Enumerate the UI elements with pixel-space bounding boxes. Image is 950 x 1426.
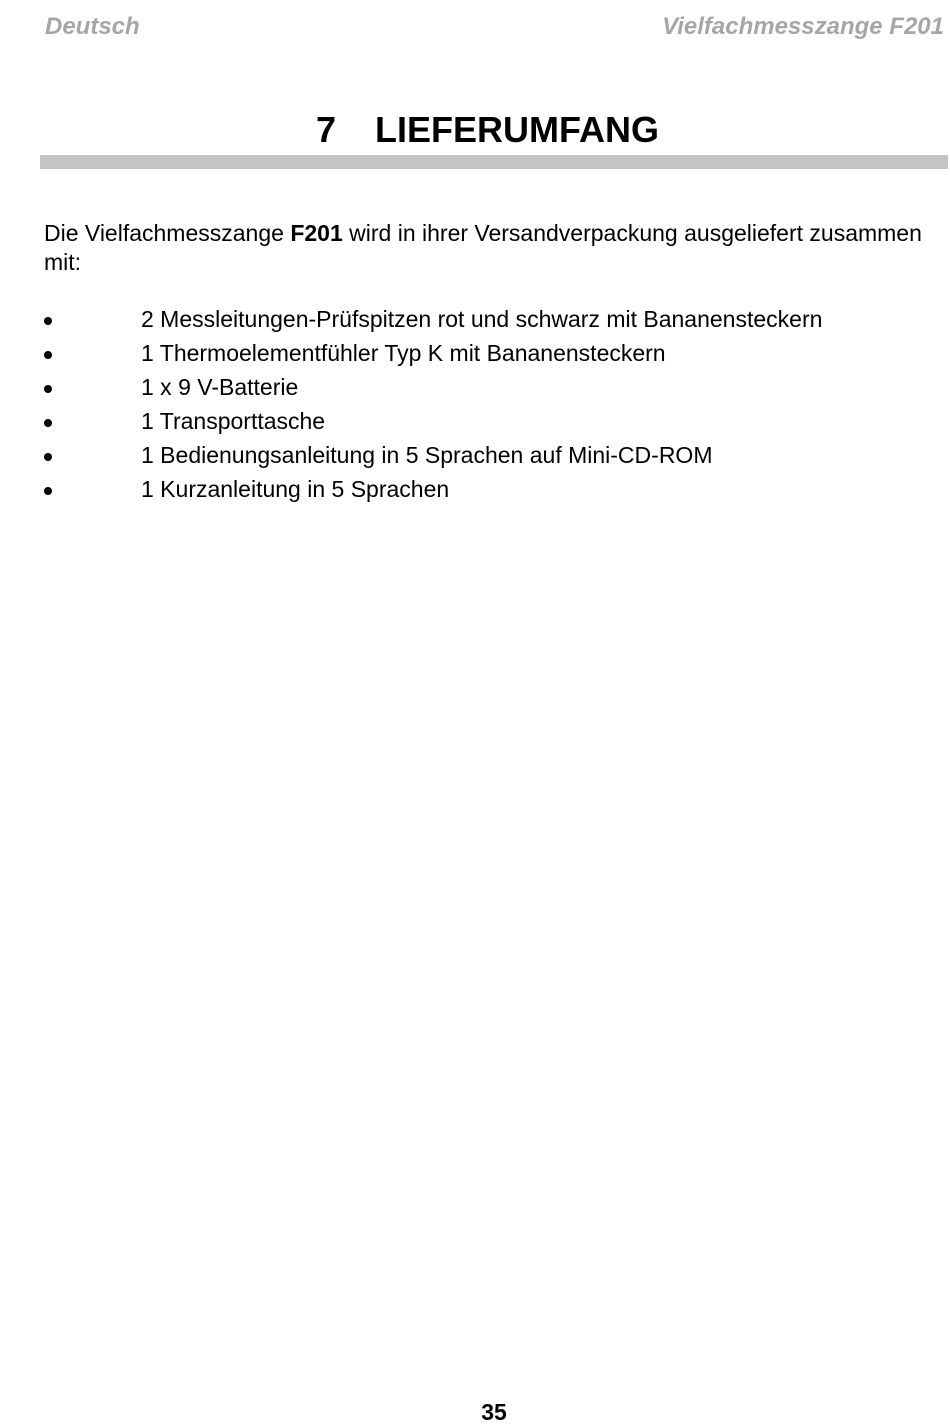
bullet-icon xyxy=(44,487,52,495)
bullet-icon xyxy=(44,419,52,427)
running-header-product: Vielfachmesszange F201 xyxy=(662,13,944,40)
intro-text-before: Die Vielfachmesszange xyxy=(44,220,291,246)
list-item xyxy=(0,338,950,372)
list-item-text: 1 Kurzanleitung in 5 Sprachen xyxy=(141,476,450,502)
list-item-text: 1 Bedienungsanleitung in 5 Sprachen auf Mini-CD-ROM xyxy=(141,442,713,468)
list-item xyxy=(0,440,950,474)
bullet-icon xyxy=(44,453,52,461)
chapter-title xyxy=(316,108,659,152)
chapter-number: 7 xyxy=(316,109,337,150)
title-rule xyxy=(40,155,948,169)
list-item xyxy=(0,406,950,440)
delivery-items-list xyxy=(0,304,950,508)
list-item xyxy=(0,372,950,406)
bullet-icon xyxy=(44,385,52,393)
list-item xyxy=(0,304,950,338)
intro-text-after: wird in ihrer Versandverpackung ausgeliefert zusammen mit: xyxy=(44,220,922,275)
chapter-heading: LIEFERUMFANG xyxy=(375,109,659,150)
model-name: F201 xyxy=(290,220,343,246)
list-item-text: 1 x 9 V-Batterie xyxy=(141,374,299,400)
intro-paragraph xyxy=(44,219,924,277)
running-header-language: Deutsch xyxy=(45,13,140,40)
list-item-text: 2 Messleitungen-Prüfspitzen rot und schwarz mit Bananensteckern xyxy=(141,306,823,332)
list-item xyxy=(0,474,950,508)
bullet-icon xyxy=(44,351,52,359)
page-number: 35 xyxy=(481,1399,507,1425)
list-item-text: 1 Transporttasche xyxy=(141,408,326,434)
bullet-icon xyxy=(44,317,52,325)
list-item-text: 1 Thermoelementfühler Typ K mit Bananensteckern xyxy=(141,340,666,366)
